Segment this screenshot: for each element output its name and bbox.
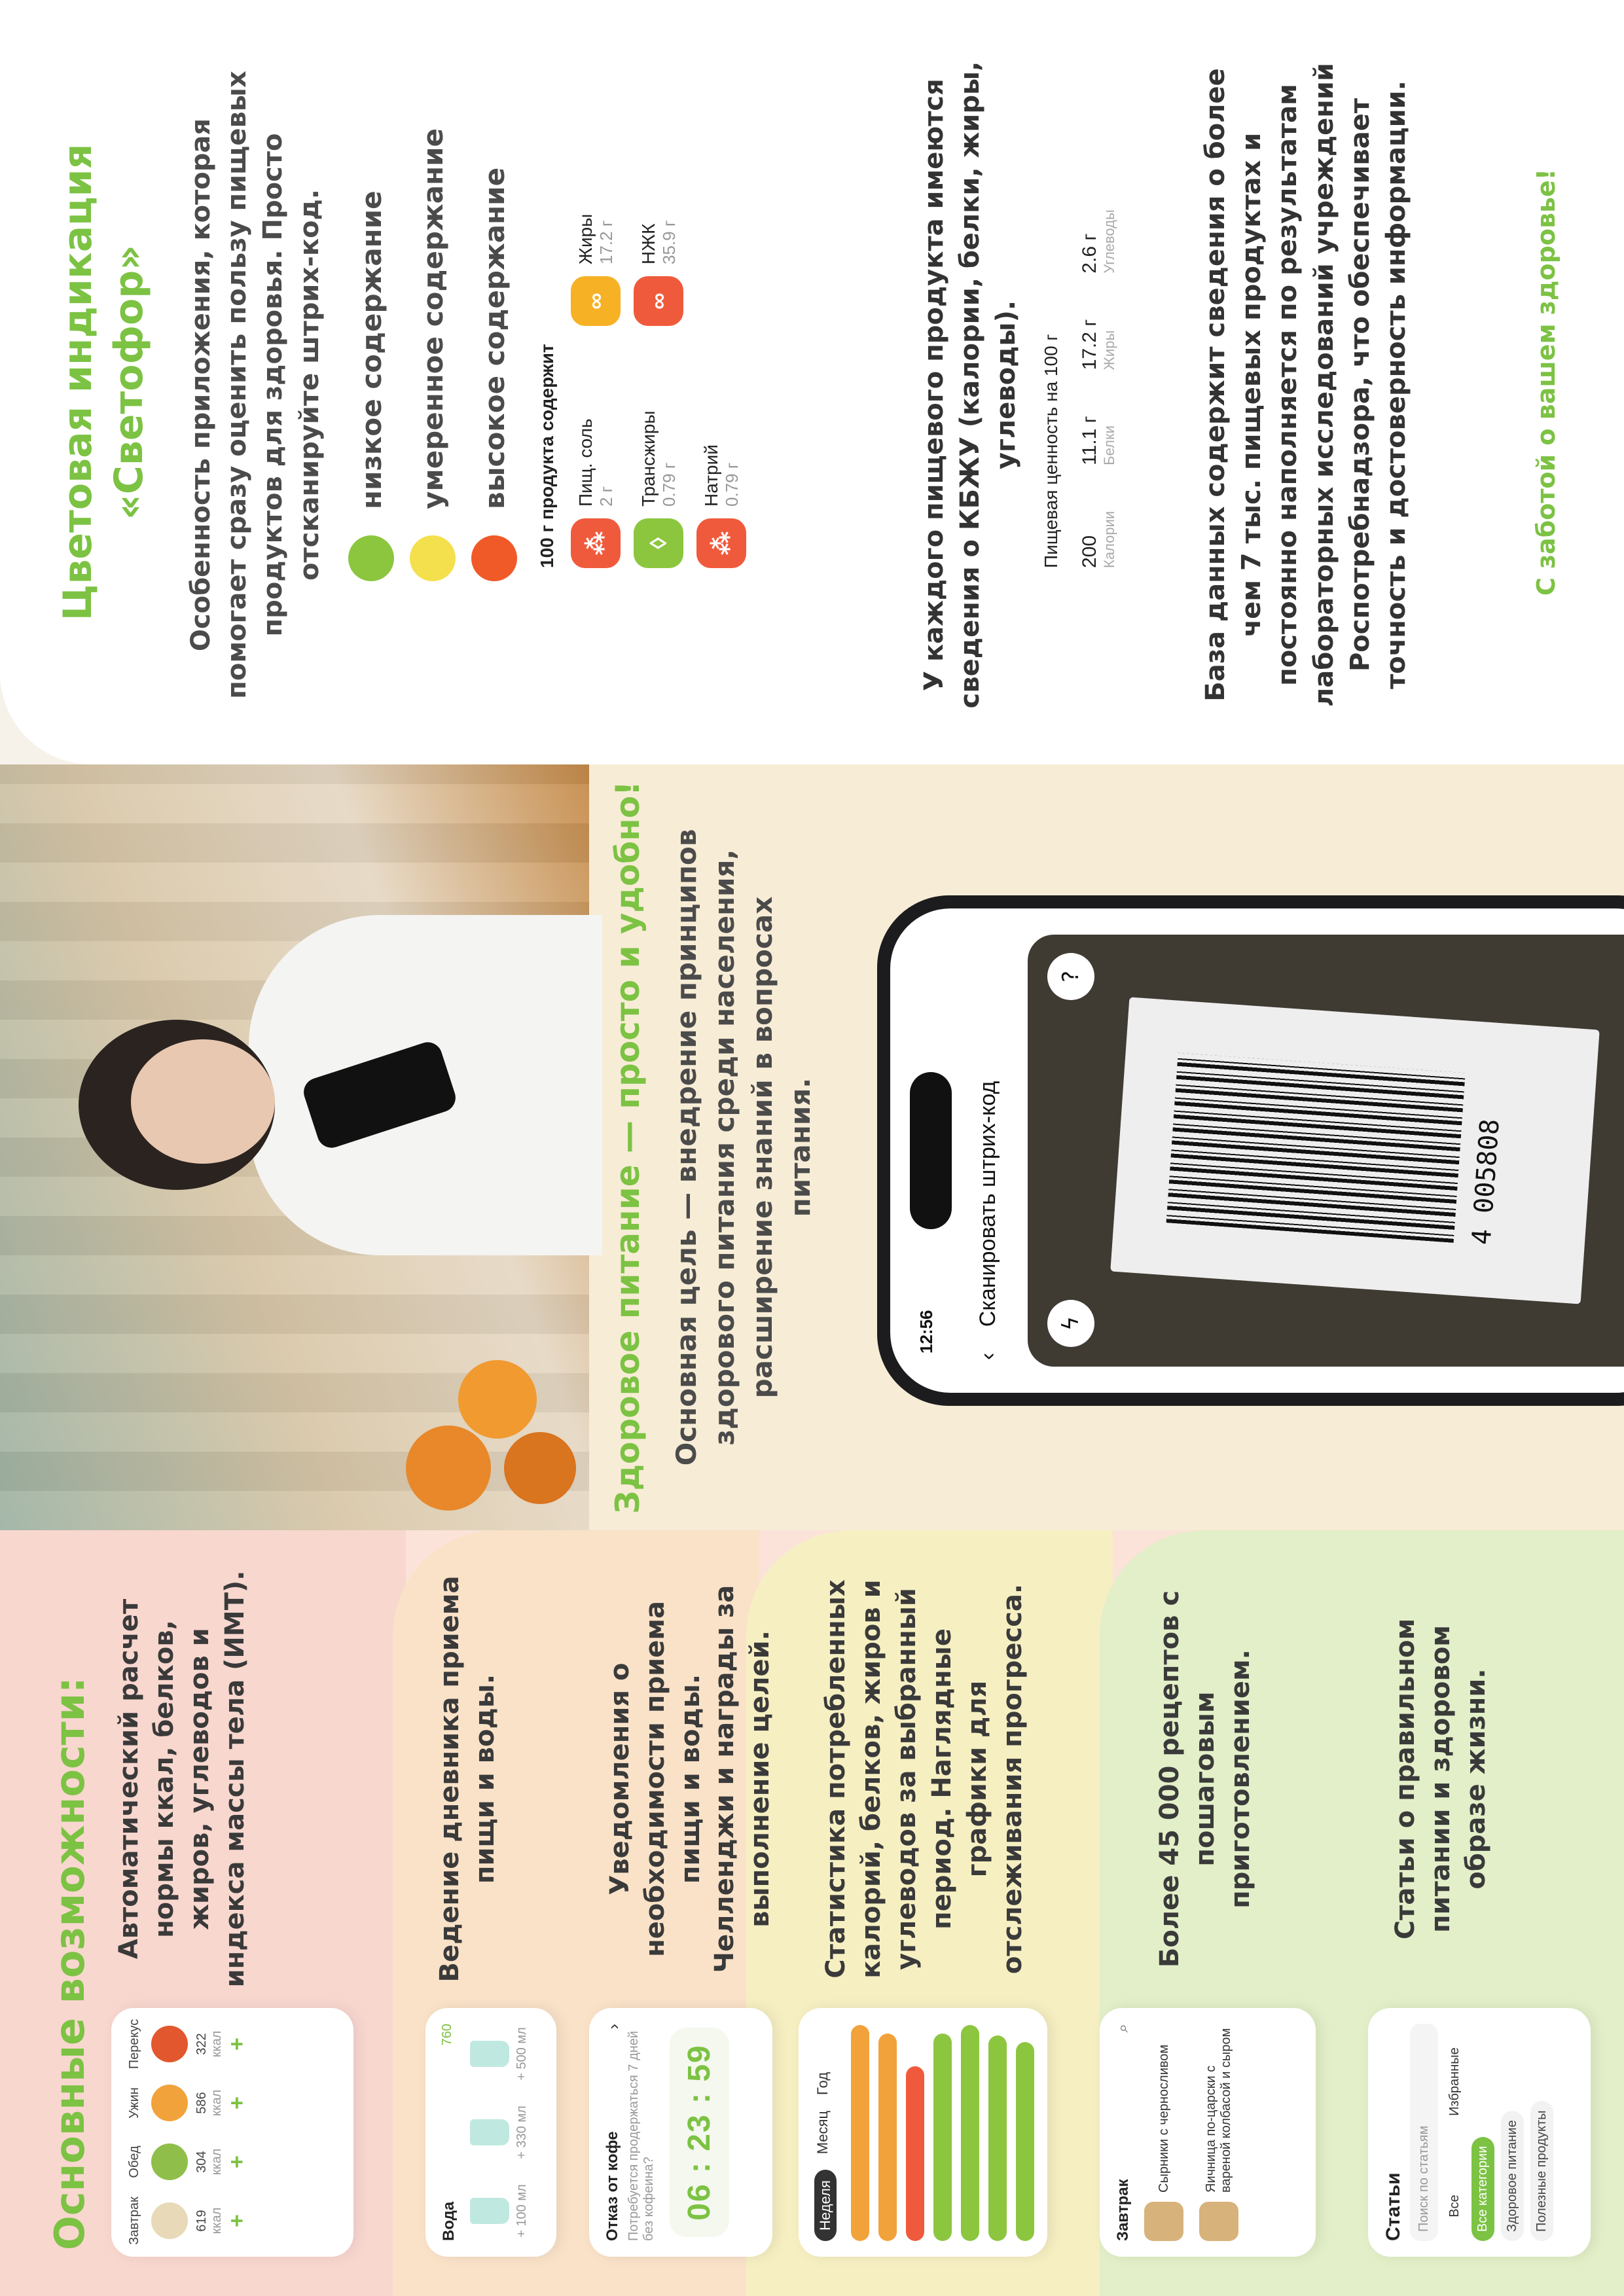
meal-name: Завтрак <box>127 2197 141 2245</box>
legend-row <box>340 128 402 581</box>
meal-unit: ккал <box>209 2030 224 2058</box>
feature-challenges: Челленджи и награды за выполнение целей. <box>710 1585 775 1973</box>
traffic-light-intro: Особенность приложения, которая помогает сразу оценить пользу пищевых продуктов для здоровья. Просто отсканируйте штрих-код. <box>186 71 325 699</box>
composition-card <box>537 110 746 568</box>
drop-icon: ◊ <box>634 518 683 568</box>
nutrition-value: 17.2 г <box>1079 319 1100 370</box>
composition-name: НЖК <box>638 223 659 264</box>
stats-tabs <box>799 2008 837 2257</box>
title-line-2: «Светофор» <box>106 245 152 520</box>
scan-title: Сканировать штрих-код <box>975 1081 1000 1327</box>
challenge-title: Отказ от кофе <box>604 2131 621 2241</box>
add-meal-button[interactable]: + <box>225 2037 249 2051</box>
meal-kcal: 586 <box>194 2092 209 2114</box>
feature-auto-calc: Автоматический расчет нормы ккал, белков, жиров, углеводов и индекса массы тела (ИМТ). <box>114 1570 250 1988</box>
orange-fruit <box>504 1432 576 1504</box>
woman-face <box>131 1039 275 1164</box>
salt-icon: ⁂ <box>571 518 621 568</box>
add-meal-button[interactable]: + <box>225 2096 249 2109</box>
search-icon[interactable]: ⌕ <box>1114 2024 1132 2033</box>
supermarket-photo <box>0 764 589 1530</box>
recipe-item[interactable] <box>1191 2008 1246 2257</box>
meal-name: Обед <box>127 2145 141 2178</box>
composition-text <box>701 444 742 507</box>
challenge-subtitle: Потребуется продержаться 7 дней без кофеина? <box>626 2030 656 2241</box>
legend-row <box>402 128 463 581</box>
article-chips <box>1462 2008 1562 2257</box>
article-category-chip[interactable]: Здоровое питание <box>1501 2111 1524 2241</box>
challenge-card[interactable] <box>589 2008 772 2257</box>
feature-statistics: Статистика потребленных калорий, белков, жиров и углеводов за выбранный период. Наглядные графики для отслеживания прогресса. <box>821 1579 1028 1979</box>
meal-kcal: 304 <box>194 2151 209 2173</box>
composition-value: 35.9 г <box>659 220 679 264</box>
stats-bar <box>1016 2042 1034 2241</box>
features-panel <box>0 1530 1624 2296</box>
traffic-light-panel <box>0 0 1624 764</box>
composition-value: 2 г <box>596 486 616 507</box>
meal-dish-image <box>151 2202 188 2239</box>
composition-name: Жиры <box>575 213 596 264</box>
meal-unit: ккал <box>209 2148 224 2176</box>
fat-icon: ∞ <box>634 276 683 326</box>
meal-unit: ккал <box>209 2207 224 2234</box>
legend-row <box>463 128 525 581</box>
barcode-digits: 4 005808 <box>1466 1118 1506 1246</box>
water-glass-icon <box>470 2198 509 2224</box>
back-chevron-icon[interactable]: ‹ <box>975 1352 1000 1360</box>
articles-card[interactable] <box>1368 2008 1591 2257</box>
stats-bar <box>878 2034 897 2241</box>
meal-dish-image <box>151 2085 188 2121</box>
meal-kcal: 322 <box>194 2033 209 2055</box>
stats-tab[interactable]: Неделя <box>814 2170 837 2241</box>
nutrition-item <box>1079 209 1118 273</box>
water-portion[interactable] <box>470 2106 530 2159</box>
meal-unit: ккал <box>209 2089 224 2117</box>
water-portion[interactable] <box>470 2027 530 2081</box>
stats-bar <box>851 2025 869 2241</box>
middle-panel <box>0 764 1624 1530</box>
composition-text <box>638 410 679 507</box>
add-meal-button[interactable]: + <box>225 2155 249 2168</box>
legend-color-dot <box>410 535 456 581</box>
traffic-light-title <box>52 0 154 764</box>
add-meal-button[interactable]: + <box>225 2214 249 2227</box>
meals-card[interactable] <box>111 2008 353 2257</box>
nutrition-item <box>1079 416 1118 465</box>
nutrition-name: Белки <box>1101 425 1117 465</box>
recipe-list <box>1136 2008 1246 2257</box>
legend-label: низкое содержание <box>355 190 388 509</box>
article-category-chip[interactable]: Полезные продукты <box>1530 2102 1553 2242</box>
features-title: Основные возможности: <box>46 1677 94 2250</box>
water-portion[interactable] <box>470 2184 530 2238</box>
nutrition-name: Калории <box>1101 511 1117 568</box>
articles-title: Статьи <box>1382 2172 1404 2241</box>
fat-icon: ∞ <box>571 276 621 326</box>
water-glass-icon <box>470 2041 509 2067</box>
kbju-text: У каждого пищевого продукта имеются сведения о КБЖУ (калории, белки, жиры, углеводы). <box>919 61 1022 709</box>
orange-fruit <box>406 1426 491 1511</box>
recipe-name: Яичница по-царски с вареной колбасой и сыром <box>1204 2028 1233 2193</box>
composition-value: 17.2 г <box>596 220 616 264</box>
composition-item <box>571 110 621 326</box>
meal-column[interactable] <box>127 2136 250 2188</box>
composition-item <box>571 352 621 568</box>
composition-text <box>575 214 617 264</box>
water-total: 760 <box>440 2024 454 2046</box>
phone-screen <box>890 908 1624 1393</box>
nutrition-value: 200 <box>1079 535 1100 568</box>
recipe-item[interactable] <box>1136 2008 1191 2257</box>
composition-text <box>575 418 617 507</box>
stats-bar <box>933 2034 952 2241</box>
stats-card[interactable] <box>799 2008 1047 2257</box>
stats-bar-chart <box>837 2008 1049 2257</box>
stats-bar <box>961 2025 979 2241</box>
composition-value: 0.79 г <box>659 462 679 507</box>
water-card[interactable] <box>425 2008 556 2257</box>
composition-grid <box>571 110 746 568</box>
meal-name: Перекус <box>127 2018 141 2070</box>
camera-viewfinder[interactable] <box>1028 935 1624 1367</box>
middle-text: Основная цель — внедрение принципов здорового питания среди населения, расширение знаний в вопросах питания. <box>670 829 816 1466</box>
composition-value: 0.79 г <box>721 462 742 507</box>
composition-name: Трансжиры <box>638 410 659 507</box>
articles-tab[interactable]: Избранные <box>1447 2047 1462 2116</box>
recipe-thumbnail <box>1199 2202 1238 2241</box>
flashlight-icon[interactable]: ϟ <box>1047 1300 1094 1347</box>
scan-header <box>975 1081 1001 1360</box>
traffic-light-legend <box>340 128 525 581</box>
stats-tab[interactable]: Год <box>814 2072 831 2095</box>
water-title: Вода <box>440 2201 458 2241</box>
help-icon[interactable]: ? <box>1047 953 1094 1000</box>
chevron-right-icon[interactable]: › <box>604 2024 623 2030</box>
feature-diary: Ведение дневника приема пищи и воды. <box>435 1575 500 1982</box>
recipes-card[interactable] <box>1100 2008 1316 2257</box>
meal-dish-image <box>151 2026 188 2062</box>
nutrition-name: Углеводы <box>1101 209 1117 274</box>
challenge-timer: 06 : 23 : 59 <box>670 2028 729 2237</box>
dynamic-island <box>910 1072 952 1229</box>
water-portion-label: + 500 мл <box>514 2027 529 2081</box>
recipe-thumbnail <box>1144 2202 1183 2241</box>
nutrition-value: 11.1 г <box>1079 416 1100 465</box>
nutrition-title: Пищевая ценность на 100 г <box>1041 334 1061 568</box>
recipe-name: Сырники с черносливом <box>1156 2044 1171 2193</box>
article-category-chip[interactable]: Все категории <box>1471 2137 1494 2241</box>
legend-label: высокое содержание <box>478 167 511 509</box>
articles-tabs <box>1438 2008 1462 2257</box>
feature-notifications: Уведомления о необходимости приема пищи и воды. <box>605 1601 706 1957</box>
stats-tab[interactable]: Месяц <box>814 2110 831 2155</box>
legend-color-dot <box>348 535 394 581</box>
nutrition-value: 2.6 г <box>1079 233 1100 274</box>
water-portion-label: + 100 мл <box>514 2184 529 2238</box>
meals-row <box>111 2008 250 2257</box>
nutrition-item <box>1079 511 1118 568</box>
recipes-section: Завтрак <box>1114 2179 1132 2241</box>
database-text: База данных содержит сведения о более чем 7 тыс. пищевых продуктах и постоянно наполняется по результатам лабораторных исследований учреждений Роспотребнадзора, что обеспечивает точность и достоверность информации. <box>1200 63 1411 707</box>
nutrition-item <box>1079 319 1118 370</box>
feature-recipes: Более 45 000 рецептов с пошаговым приготовлением. <box>1155 1590 1255 1968</box>
middle-title: Здоровое питание — просто и удобно! <box>609 781 647 1514</box>
meal-dish-image <box>151 2144 188 2180</box>
nutrition-values <box>1079 110 1118 568</box>
meal-kcal: 619 <box>194 2210 209 2232</box>
water-glass-icon <box>470 2119 509 2145</box>
phone-mockup <box>877 895 1624 1406</box>
composition-name: Натрий <box>700 444 721 507</box>
composition-item <box>696 352 746 568</box>
status-time: 12:56 <box>916 1310 936 1354</box>
stats-bar <box>988 2036 1007 2242</box>
meal-column[interactable] <box>127 2195 250 2247</box>
nutrition-name: Жиры <box>1101 330 1117 370</box>
orange-fruit <box>458 1360 537 1439</box>
water-portion-label: + 330 мл <box>514 2106 529 2159</box>
meal-name: Ужин <box>127 2087 141 2119</box>
composition-item <box>634 352 683 568</box>
legend-color-dot <box>471 535 517 581</box>
barcode-image <box>1166 1053 1466 1243</box>
water-portions <box>458 2008 530 2257</box>
articles-search-input[interactable]: Поиск по статьям <box>1410 2024 1438 2241</box>
composition-name: Пищ. соль <box>575 418 596 507</box>
nutrition-card <box>1041 110 1118 568</box>
care-slogan: С заботой о вашем здоровье! <box>1532 168 1561 596</box>
title-line-1: Цветовая индикация <box>55 143 101 621</box>
composition-text <box>638 221 679 264</box>
meal-column[interactable] <box>127 2077 250 2129</box>
articles-tab[interactable]: Все <box>1447 2195 1462 2217</box>
composition-item <box>634 110 683 326</box>
stats-bar <box>906 2066 924 2241</box>
salt-icon: ⁂ <box>696 518 746 568</box>
feature-articles: Статьи о правильном питании и здоровом образе жизни. <box>1390 1618 1491 1940</box>
composition-title: 100 г продукта содержит <box>537 344 557 568</box>
product-label <box>1110 997 1600 1304</box>
meal-column[interactable] <box>127 2018 250 2070</box>
legend-label: умеренное содержание <box>416 128 449 509</box>
